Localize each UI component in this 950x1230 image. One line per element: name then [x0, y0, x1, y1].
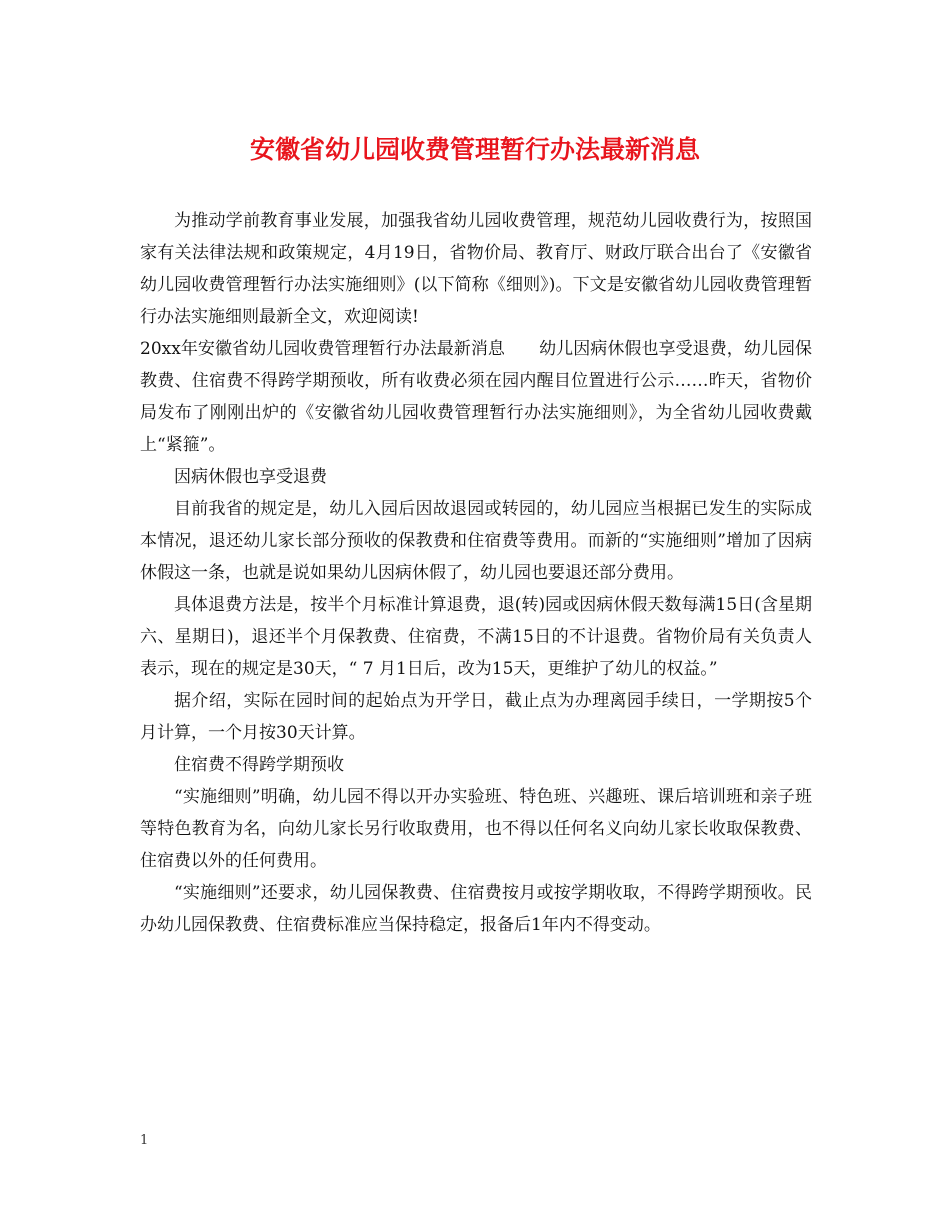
document-title: 安徽省幼儿园收费管理暂行办法最新消息	[249, 135, 700, 164]
paragraph-attendance-period: 据介绍，实际在园时间的起始点为开学日，截止点为办理离园手续日，一学期按5个月计算，一个月按30天计算。	[140, 691, 812, 743]
paragraph-no-extra-fees: “实施细则”明确，幼儿园不得以开办实验班、特色班、兴趣班、课后培训班和亲子班等特色教育为名，向幼儿家长另行收取费用，也不得以任何名义向幼儿家长收取保教费、住宿费以外的任何费用。	[140, 787, 812, 871]
paragraph-news-summary: 20xx年安徽省幼儿园收费管理暂行办法最新消息 幼儿因病休假也享受退费，幼儿园保教费、住宿费不得跨学期预收，所有收费必须在园内醒目位置进行公示……昨天，省物价局发布了刚刚出炉的《安徽省幼儿园收费管理暂行办法实施细则》，为全省幼儿园收费戴上“紧箍”。	[140, 339, 812, 455]
page-number: 1	[140, 1133, 149, 1148]
document-body	[140, 205, 812, 941]
section-heading-no-advance-fees: 住宿费不得跨学期预收	[174, 755, 344, 775]
paragraph-fee-collection: “实施细则”还要求，幼儿园保教费、住宿费按月或按学期收取，不得跨学期预收。民办幼儿园保教费、住宿费标准应当保持稳定，报备后1年内不得变动。	[140, 883, 812, 935]
paragraph-refund-method: 具体退费方法是，按半个月标准计算退费，退(转)园或因病休假天数每满15日(含星期六、星期日)，退还半个月保教费、住宿费，不满15日的不计退费。省物价局有关负责人表示，现在的规定是30天，“ 7 月1日后，改为15天，更维护了幼儿的权益。”	[140, 595, 812, 679]
paragraph-current-rules: 目前我省的规定是，幼儿入园后因故退园或转园的，幼儿园应当根据已发生的实际成本情况，退还幼儿家长部分预收的保教费和住宿费等费用。而新的“实施细则”增加了因病休假这一条，也就是说如果幼儿因病休假了，幼儿园也要退还部分费用。	[140, 499, 812, 583]
paragraph-intro: 为推动学前教育事业发展，加强我省幼儿园收费管理，规范幼儿园收费行为，按照国家有关法律法规和政策规定，4月19日，省物价局、教育厅、财政厅联合出台了《安徽省幼儿园收费管理暂行办法实施细则》(以下简称《细则》)。下文是安徽省幼儿园收费管理暂行办法实施细则最新全文，欢迎阅读!	[140, 211, 812, 327]
section-heading-sick-leave-refund: 因病休假也享受退费	[174, 467, 327, 487]
